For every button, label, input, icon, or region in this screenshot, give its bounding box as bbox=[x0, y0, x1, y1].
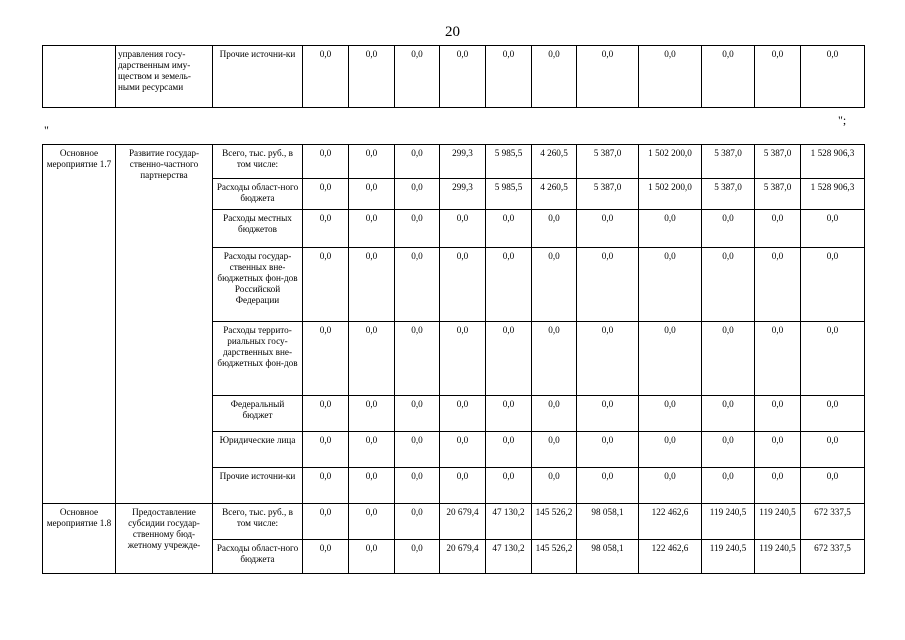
value-cell: 0,0 bbox=[303, 504, 349, 540]
value-cell: 0,0 bbox=[577, 322, 639, 396]
value-cell: 0,0 bbox=[303, 179, 349, 210]
value-cell: 0,0 bbox=[440, 46, 486, 108]
value-cell: 0,0 bbox=[303, 210, 349, 248]
value-cell: 0,0 bbox=[440, 468, 486, 504]
event-label-cell bbox=[43, 46, 116, 108]
value-cell: 20 679,4 bbox=[440, 540, 486, 574]
value-cell: 0,0 bbox=[801, 322, 865, 396]
funding-source-cell: Прочие источни-ки bbox=[213, 468, 303, 504]
closing-quote: "; bbox=[838, 113, 847, 127]
funding-source-cell: Расходы террито-риальных госу-дарственных вне-бюджетных фон-дов bbox=[213, 322, 303, 396]
value-cell: 0,0 bbox=[702, 432, 755, 468]
value-cell: 0,0 bbox=[349, 504, 395, 540]
value-cell: 0,0 bbox=[395, 504, 440, 540]
value-cell: 0,0 bbox=[349, 396, 395, 432]
value-cell: 0,0 bbox=[440, 210, 486, 248]
value-cell: 0,0 bbox=[395, 145, 440, 179]
page-number: 20 bbox=[445, 24, 460, 40]
funding-source-cell: Всего, тыс. руб., в том числе: bbox=[213, 504, 303, 540]
value-cell: 0,0 bbox=[303, 540, 349, 574]
value-cell: 0,0 bbox=[486, 468, 532, 504]
value-cell: 0,0 bbox=[801, 396, 865, 432]
value-cell: 122 462,6 bbox=[639, 540, 702, 574]
value-cell: 0,0 bbox=[349, 468, 395, 504]
value-cell: 5 985,5 bbox=[486, 145, 532, 179]
value-cell: 0,0 bbox=[395, 432, 440, 468]
value-cell: 0,0 bbox=[486, 322, 532, 396]
value-cell: 0,0 bbox=[395, 179, 440, 210]
value-cell: 0,0 bbox=[755, 432, 801, 468]
value-cell: 5 985,5 bbox=[486, 179, 532, 210]
budget-table bbox=[42, 144, 865, 574]
value-cell: 122 462,6 bbox=[639, 504, 702, 540]
opening-quote: " bbox=[44, 123, 49, 137]
value-cell: 0,0 bbox=[639, 210, 702, 248]
value-cell: 0,0 bbox=[486, 248, 532, 322]
value-cell: 0,0 bbox=[532, 248, 577, 322]
value-cell: 20 679,4 bbox=[440, 504, 486, 540]
value-cell: 0,0 bbox=[440, 248, 486, 322]
value-cell: 0,0 bbox=[349, 210, 395, 248]
funding-source-cell: Юридические лица bbox=[213, 432, 303, 468]
value-cell: 0,0 bbox=[755, 210, 801, 248]
value-cell: 119 240,5 bbox=[755, 504, 801, 540]
value-cell: 0,0 bbox=[702, 248, 755, 322]
value-cell: 299,3 bbox=[440, 179, 486, 210]
value-cell: 0,0 bbox=[532, 432, 577, 468]
value-cell: 5 387,0 bbox=[702, 179, 755, 210]
value-cell: 0,0 bbox=[349, 179, 395, 210]
value-cell: 0,0 bbox=[801, 248, 865, 322]
value-cell: 0,0 bbox=[577, 432, 639, 468]
value-cell: 0,0 bbox=[303, 396, 349, 432]
value-cell: 0,0 bbox=[801, 210, 865, 248]
table-row bbox=[43, 145, 865, 179]
value-cell: 0,0 bbox=[440, 396, 486, 432]
value-cell: 0,0 bbox=[395, 540, 440, 574]
value-cell: 0,0 bbox=[702, 396, 755, 432]
value-cell: 47 130,2 bbox=[486, 504, 532, 540]
value-cell: 0,0 bbox=[486, 46, 532, 108]
value-cell: 0,0 bbox=[349, 248, 395, 322]
value-cell: 672 337,5 bbox=[801, 504, 865, 540]
value-cell: 0,0 bbox=[532, 46, 577, 108]
value-cell: 5 387,0 bbox=[755, 179, 801, 210]
value-cell: 4 260,5 bbox=[532, 179, 577, 210]
event-label-cell: Основное мероприятие 1.7 bbox=[43, 145, 116, 504]
value-cell: 0,0 bbox=[755, 46, 801, 108]
value-cell: 0,0 bbox=[349, 432, 395, 468]
value-cell: 0,0 bbox=[639, 46, 702, 108]
value-cell: 0,0 bbox=[395, 248, 440, 322]
value-cell: 0,0 bbox=[440, 322, 486, 396]
value-cell: 1 502 200,0 bbox=[639, 145, 702, 179]
value-cell: 0,0 bbox=[395, 322, 440, 396]
value-cell: 0,0 bbox=[639, 322, 702, 396]
value-cell: 119 240,5 bbox=[702, 540, 755, 574]
value-cell: 0,0 bbox=[532, 468, 577, 504]
value-cell: 0,0 bbox=[702, 46, 755, 108]
funding-source-cell: Федеральный бюджет bbox=[213, 396, 303, 432]
value-cell: 0,0 bbox=[349, 540, 395, 574]
value-cell: 0,0 bbox=[577, 468, 639, 504]
value-cell: 0,0 bbox=[532, 210, 577, 248]
value-cell: 4 260,5 bbox=[532, 145, 577, 179]
value-cell: 0,0 bbox=[303, 468, 349, 504]
value-cell: 145 526,2 bbox=[532, 504, 577, 540]
funding-source-cell: Расходы государ-ственных вне-бюджетных фон-дов Российской Федерации bbox=[213, 248, 303, 322]
event-label-cell: Основное мероприятие 1.8 bbox=[43, 504, 116, 574]
value-cell: 5 387,0 bbox=[702, 145, 755, 179]
value-cell: 119 240,5 bbox=[755, 540, 801, 574]
value-cell: 1 528 906,3 bbox=[801, 145, 865, 179]
value-cell: 0,0 bbox=[577, 46, 639, 108]
value-cell: 0,0 bbox=[486, 432, 532, 468]
funding-source-cell: Прочие источни-ки bbox=[213, 46, 303, 108]
value-cell: 0,0 bbox=[702, 322, 755, 396]
value-cell: 119 240,5 bbox=[702, 504, 755, 540]
value-cell: 98 058,1 bbox=[577, 540, 639, 574]
value-cell: 0,0 bbox=[801, 46, 865, 108]
funding-source-cell: Расходы област-ного бюджета bbox=[213, 540, 303, 574]
value-cell: 0,0 bbox=[349, 322, 395, 396]
value-cell: 1 528 906,3 bbox=[801, 179, 865, 210]
value-cell: 0,0 bbox=[349, 145, 395, 179]
value-cell: 5 387,0 bbox=[577, 179, 639, 210]
value-cell: 0,0 bbox=[395, 210, 440, 248]
funding-source-cell: Расходы местных бюджетов bbox=[213, 210, 303, 248]
value-cell: 0,0 bbox=[395, 468, 440, 504]
value-cell: 0,0 bbox=[801, 468, 865, 504]
value-cell: 0,0 bbox=[577, 248, 639, 322]
value-cell: 0,0 bbox=[755, 468, 801, 504]
value-cell: 672 337,5 bbox=[801, 540, 865, 574]
value-cell: 0,0 bbox=[639, 248, 702, 322]
value-cell: 5 387,0 bbox=[755, 145, 801, 179]
value-cell: 0,0 bbox=[349, 46, 395, 108]
value-cell: 0,0 bbox=[577, 210, 639, 248]
funding-source-cell: Всего, тыс. руб., в том числе: bbox=[213, 145, 303, 179]
value-cell: 0,0 bbox=[440, 432, 486, 468]
value-cell: 5 387,0 bbox=[577, 145, 639, 179]
value-cell: 47 130,2 bbox=[486, 540, 532, 574]
value-cell: 0,0 bbox=[702, 468, 755, 504]
value-cell: 0,0 bbox=[303, 248, 349, 322]
value-cell: 0,0 bbox=[303, 145, 349, 179]
value-cell: 0,0 bbox=[577, 396, 639, 432]
value-cell: 98 058,1 bbox=[577, 504, 639, 540]
value-cell: 0,0 bbox=[801, 432, 865, 468]
value-cell: 0,0 bbox=[303, 432, 349, 468]
value-cell: 0,0 bbox=[395, 46, 440, 108]
value-cell: 0,0 bbox=[755, 248, 801, 322]
value-cell: 0,0 bbox=[755, 322, 801, 396]
value-cell: 299,3 bbox=[440, 145, 486, 179]
budget-table-continuation bbox=[42, 45, 865, 108]
value-cell: 0,0 bbox=[303, 46, 349, 108]
value-cell: 0,0 bbox=[702, 210, 755, 248]
value-cell: 145 526,2 bbox=[532, 540, 577, 574]
value-cell: 0,0 bbox=[755, 396, 801, 432]
value-cell: 0,0 bbox=[532, 396, 577, 432]
table-row bbox=[43, 504, 865, 540]
event-title-cell: управления госу-дарственным иму-ществом и земель-ными ресурсами bbox=[116, 46, 213, 108]
value-cell: 0,0 bbox=[303, 322, 349, 396]
value-cell: 0,0 bbox=[639, 396, 702, 432]
value-cell: 0,0 bbox=[639, 468, 702, 504]
value-cell: 1 502 200,0 bbox=[639, 179, 702, 210]
value-cell: 0,0 bbox=[486, 396, 532, 432]
event-title-cell: Предоставление субсидии государ-ственному бюд-жетному учрежде- bbox=[116, 504, 213, 574]
event-title-cell: Развитие государ-ственно-частного партнерства bbox=[116, 145, 213, 504]
value-cell: 0,0 bbox=[395, 396, 440, 432]
value-cell: 0,0 bbox=[639, 432, 702, 468]
value-cell: 0,0 bbox=[532, 322, 577, 396]
table-row bbox=[43, 46, 865, 108]
funding-source-cell: Расходы област-ного бюджета bbox=[213, 179, 303, 210]
value-cell: 0,0 bbox=[486, 210, 532, 248]
